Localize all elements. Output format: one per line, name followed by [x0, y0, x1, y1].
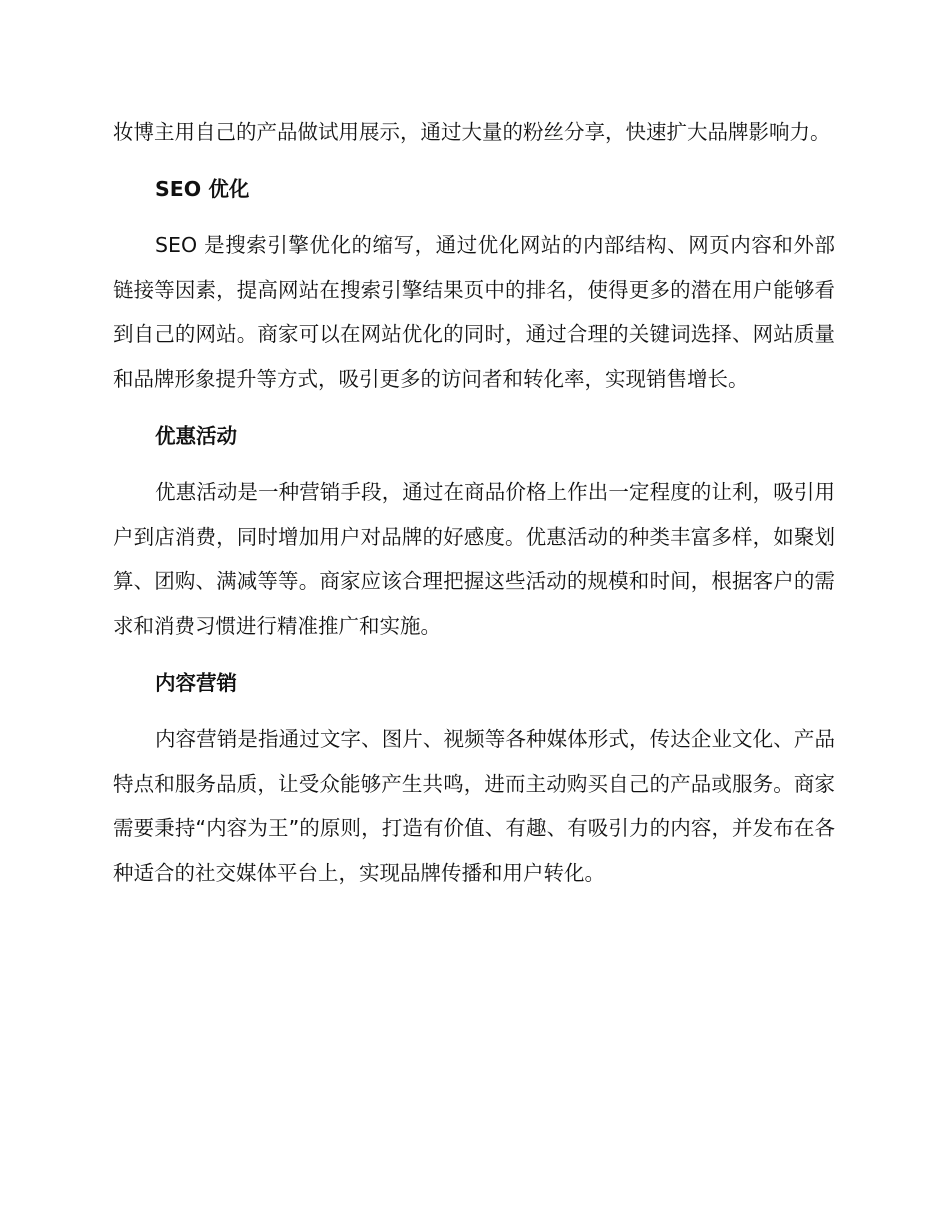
spacer	[113, 705, 835, 717]
section-body-promotions: 优惠活动是一种营销手段，通过在商品价格上作出一定程度的让利，吸引用户到店消费，同时增加用户对品牌的好感度。优惠活动的种类丰富多样，如聚划算、团购、满减等等。商家应该合理把握这些活动的规模和时间，根据客户的需求和消费习惯进行精准推广和实施。	[113, 480, 835, 638]
section-body-content-marketing: 内容营销是指通过文字、图片、视频等各种媒体形式，传达企业文化、产品特点和服务品质，让受众能够产生共鸣，进而主动购买自己的产品或服务。商家需要秉持“内容为王”的原则，打造有价值、有趣、有吸引力的内容，并发布在各种适合的社交媒体平台上，实现品牌传播和用户转化。	[113, 727, 835, 885]
section-heading-content-marketing: 内容营销	[155, 670, 237, 695]
spacer	[113, 402, 835, 414]
section-body-seo: SEO 是搜索引擎优化的缩写，通过优化网站的内部结构、网页内容和外部链接等因素，提高网站在搜索引擎结果页中的排名，使得更多的潜在用户能够看到自己的网站。商家可以在网站优化的同时，通过合理的关键词选择、网站质量和品牌形象提升等方式，吸引更多的访问者和转化率，实现销售增长。	[113, 233, 835, 391]
spacer	[113, 649, 835, 661]
spacer	[113, 155, 835, 167]
document-page	[113, 110, 835, 896]
section-heading-promotions: 优惠活动	[155, 423, 237, 448]
spacer	[113, 211, 835, 223]
section-heading-seo: SEO 优化	[155, 176, 250, 201]
intro-paragraph: 妆博主用自己的产品做试用展示，通过大量的粉丝分享，快速扩大品牌影响力。	[113, 120, 831, 144]
spacer	[113, 458, 835, 470]
